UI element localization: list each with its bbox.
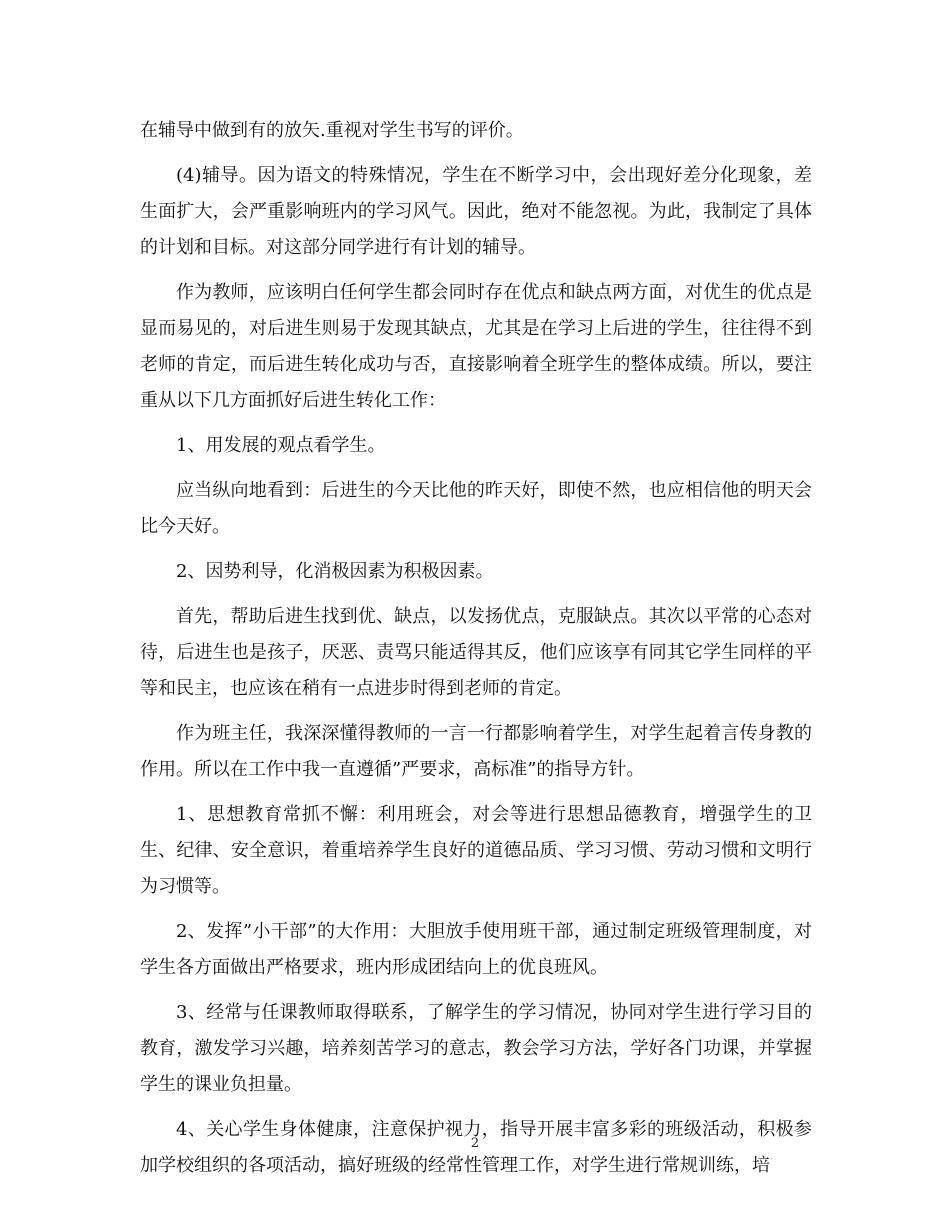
paragraph: 2、因势利导，化消极因素为积极因素。 (176, 561, 494, 582)
paragraph: (4)辅导。因为语文的特殊情况，学生在不断学习中，会出现好差分化现象，差生面扩大，会严重影响班内的学习风气。因此，绝对不能忽视。为此，我制定了具体的计划和目标。对这部分同学进行有计划的辅导。 (140, 165, 812, 258)
paragraph: 3、经常与任课教师取得联系，了解学生的学习情况，协同对学生进行学习目的教育，激发学习兴趣，培养刻苦学习的意志，教会学习方法，学好各门功课，并掌握学生的课业负担量。 (140, 1002, 812, 1095)
paragraph: 在辅导中做到有的放矢.重视对学生书写的评价。 (140, 120, 524, 141)
document-body (140, 113, 812, 1193)
paragraph: 首先，帮助后进生找到优、缺点，以发扬优点，克服缺点。其次以平常的心态对待，后进生也是孩子，厌恶、责骂只能适得其反，他们应该享有同其它学生同样的平等和民主，也应该在稍有一点进步时得到老师的肯定。 (140, 606, 812, 699)
paragraph: 4、关心学生身体健康，注意保护视力，指导开展丰富多彩的班级活动，积极参加学校组织的各项活动，搞好班级的经常性管理工作，对学生进行常规训练，培 (140, 1119, 812, 1176)
paragraph: 1、用发展的观点看学生。 (176, 435, 386, 456)
paragraph: 2、发挥”小干部”的大作用：大胆放手使用班干部，通过制定班级管理制度，对学生各方面做出严格要求，班内形成团结向上的优良班风。 (140, 921, 812, 978)
paragraph: 作为教师，应该明白任何学生都会同时存在优点和缺点两方面，对优生的优点是显而易见的，对后进生则易于发现其缺点，尤其是在学习上后进的学生，往往得不到老师的肯定，而后进生转化成功与否，直接影响着全班学生的整体成绩。所以，要注重从以下几方面抓好后进生转化工作： (140, 282, 812, 411)
paragraph: 1、思想教育常抓不懈：利用班会，对会等进行思想品德教育，增强学生的卫生、纪律、安全意识，着重培养学生良好的道德品质、学习习惯、劳动习惯和文明行为习惯等。 (140, 804, 812, 897)
page-number: 2 (470, 1136, 480, 1151)
paragraph: 作为班主任，我深深懂得教师的一言一行都影响着学生，对学生起着言传身教的作用。所以在工作中我一直遵循”严要求，高标准”的指导方针。 (140, 723, 812, 780)
paragraph: 应当纵向地看到：后进生的今天比他的昨天好，即使不然，也应相信他的明天会比今天好。 (140, 480, 812, 537)
